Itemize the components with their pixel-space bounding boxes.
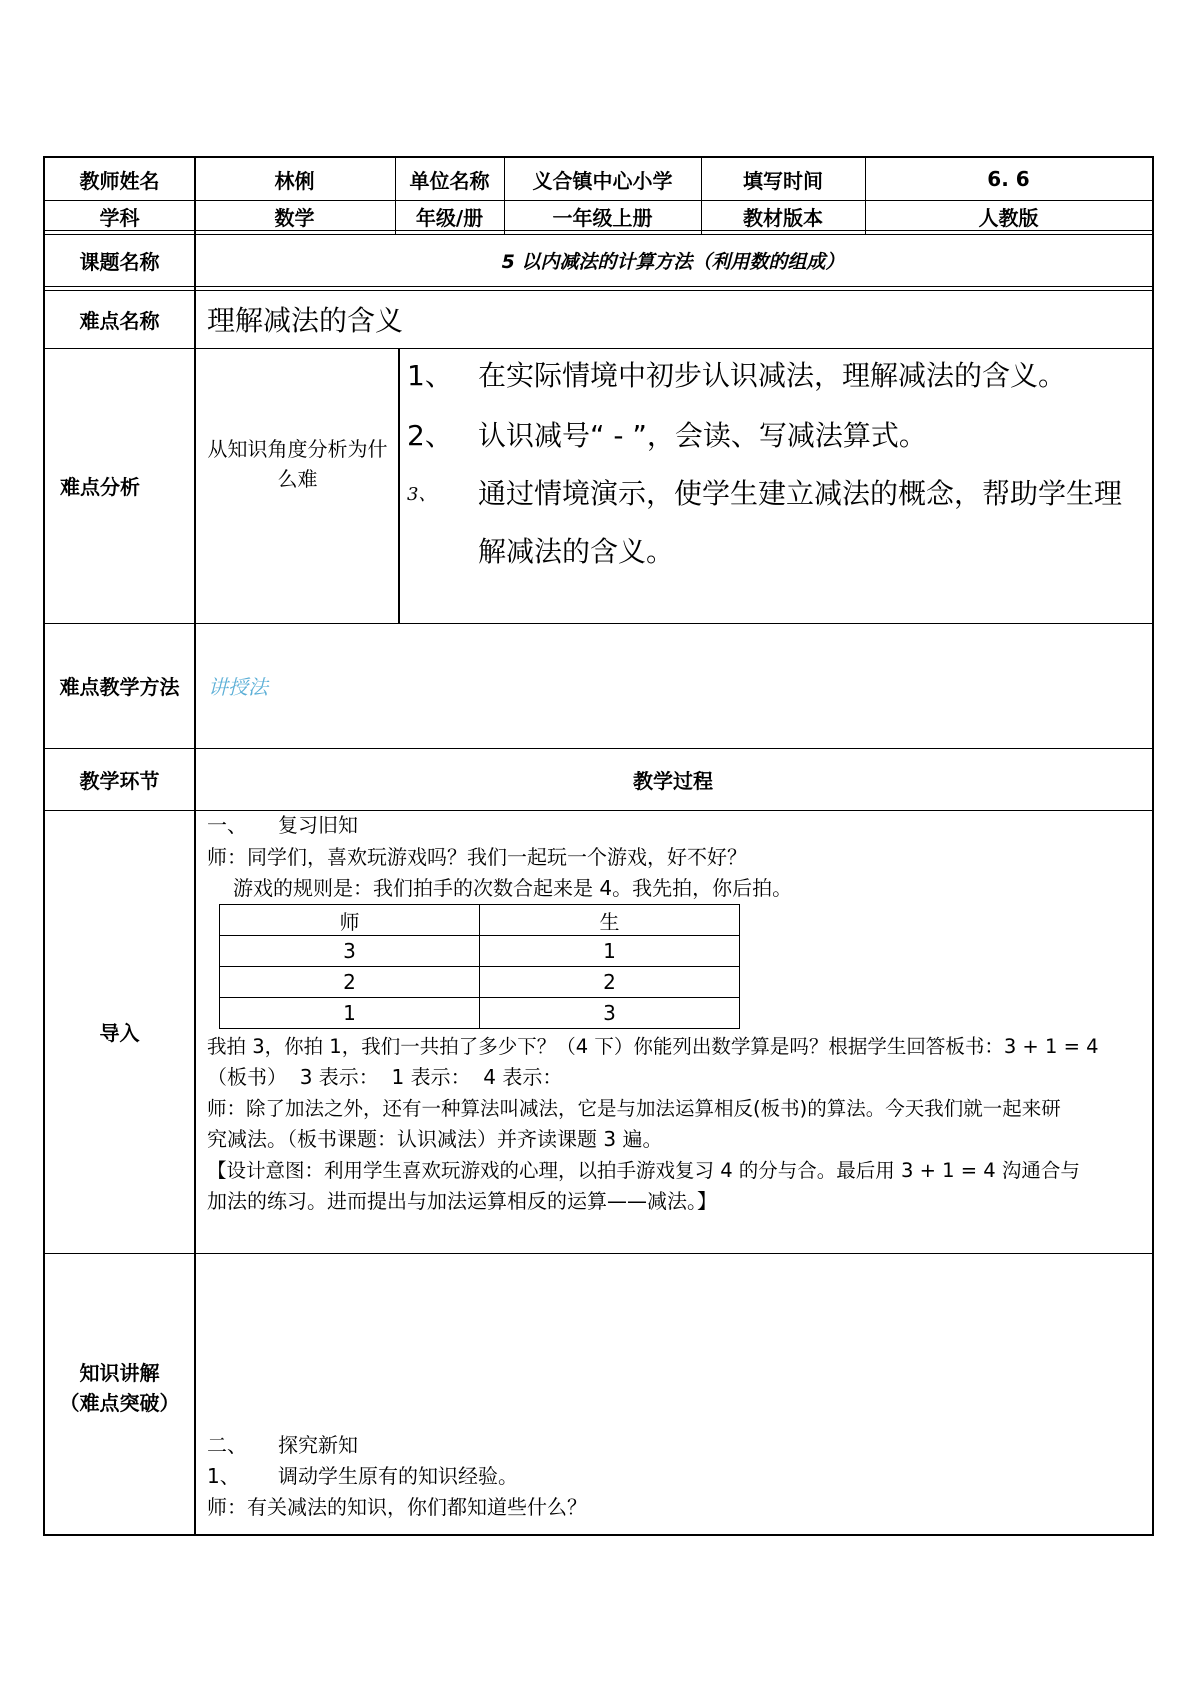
- analysis-angle: 从知识角度分析为什么难: [207, 437, 388, 491]
- analysis-item-3-cont: 解减法的含义。: [478, 535, 675, 568]
- clap-cell: 1: [220, 998, 480, 1029]
- analysis-item-1: 在实际情境中初步认识减法，理解减法的含义。: [478, 359, 1067, 392]
- intro-label: 导入: [99, 1021, 140, 1045]
- lesson-plan-table: [43, 156, 1154, 1536]
- difficulty-value: 理解减法的含义: [207, 304, 404, 337]
- clap-cell: 1: [480, 936, 740, 967]
- grade-label: 年级/册: [415, 205, 484, 230]
- analysis-item-2: 认识减号“ - ”，会读、写减法算式。: [478, 419, 927, 452]
- date-label: 填写时间: [743, 168, 823, 193]
- intro-line-3: 我拍 3，你拍 1，我们一共拍了多少下？（4 下）你能列出数学算是吗？根据学生回答板书：3 + 1 = 4: [207, 1035, 1099, 1058]
- unit-label: 单位名称: [409, 168, 490, 193]
- method-label: 难点教学方法: [59, 675, 180, 699]
- difficulty-label: 难点名称: [79, 308, 160, 333]
- subject-value: 数学: [274, 205, 315, 230]
- teacher-name: 林俐: [274, 168, 315, 193]
- knowledge-sub-title: 调动学生原有的知识经验。: [278, 1464, 518, 1488]
- intro-design-note-2: 加法的练习。进而提出与加法运算相反的运算——减法。】: [207, 1189, 717, 1213]
- teacher-label: 教师姓名: [79, 168, 160, 193]
- clap-header-teacher: 师: [220, 905, 480, 936]
- topic-value: 5 以内减法的计算方法（利用数的组成）: [501, 250, 845, 273]
- intro-line-4: （板书） 3 表示： 1 表示： 4 表示：: [207, 1065, 563, 1089]
- knowledge-section-title: 探究新知: [278, 1433, 358, 1457]
- topic-label: 课题名称: [79, 249, 160, 274]
- analysis-item-3: 通过情境演示，使学生建立减法的概念，帮助学生理: [478, 477, 1123, 510]
- intro-line-2: 游戏的规则是：我们拍手的次数合起来是 4。我先拍，你后拍。: [233, 876, 793, 900]
- analysis-num-3: 3、: [407, 484, 437, 505]
- process-label: 教学环节: [79, 768, 160, 793]
- edition-label: 教材版本: [743, 205, 823, 230]
- knowledge-line-1: 师：有关减法的知识，你们都知道些什么？: [207, 1495, 587, 1519]
- intro-line-5: 师：除了加法之外，还有一种算法叫减法，它是与加法运算相反(板书)的算法。今天我们就一起来研: [207, 1097, 1061, 1120]
- clap-cell: 3: [480, 998, 740, 1029]
- analysis-num-2: 2、: [407, 419, 453, 452]
- clap-cell: 2: [480, 967, 740, 998]
- analysis-num-1: 1、: [407, 359, 453, 392]
- knowledge-label-main: 知识讲解: [79, 1361, 160, 1385]
- intro-section-num: 一、: [207, 813, 247, 837]
- unit-name: 义合镇中心小学: [532, 168, 673, 193]
- clap-table: [219, 904, 740, 1029]
- intro-design-note-1: 【设计意图：利用学生喜欢玩游戏的心理，以拍手游戏复习 4 的分与合。最后用 3 + 1 = 4 沟通合与: [207, 1159, 1080, 1182]
- method-value: 讲授法: [208, 675, 268, 699]
- clap-cell: 3: [220, 936, 480, 967]
- date-value: 6. 6: [987, 167, 1030, 191]
- analysis-label: 难点分析: [60, 475, 140, 499]
- edition-value: 人教版: [978, 205, 1039, 230]
- knowledge-label: [45, 1358, 194, 1418]
- grade-value: 一年级上册: [552, 205, 653, 230]
- knowledge-section-num: 二、: [207, 1433, 247, 1457]
- intro-line-6: 究减法。（板书课题：认识减法）并齐读课题 3 遍。: [207, 1127, 663, 1151]
- clap-cell: 2: [220, 967, 480, 998]
- subject-label: 学科: [99, 205, 140, 230]
- knowledge-label-sub: （难点突破）: [59, 1391, 180, 1415]
- intro-section-title: 复习旧知: [278, 813, 358, 837]
- intro-line-1: 师：同学们，喜欢玩游戏吗？我们一起玩一个游戏，好不好？: [207, 845, 747, 869]
- clap-header-student: 生: [480, 905, 740, 936]
- process-title: 教学过程: [633, 768, 713, 793]
- knowledge-sub-num: 1、: [207, 1464, 240, 1488]
